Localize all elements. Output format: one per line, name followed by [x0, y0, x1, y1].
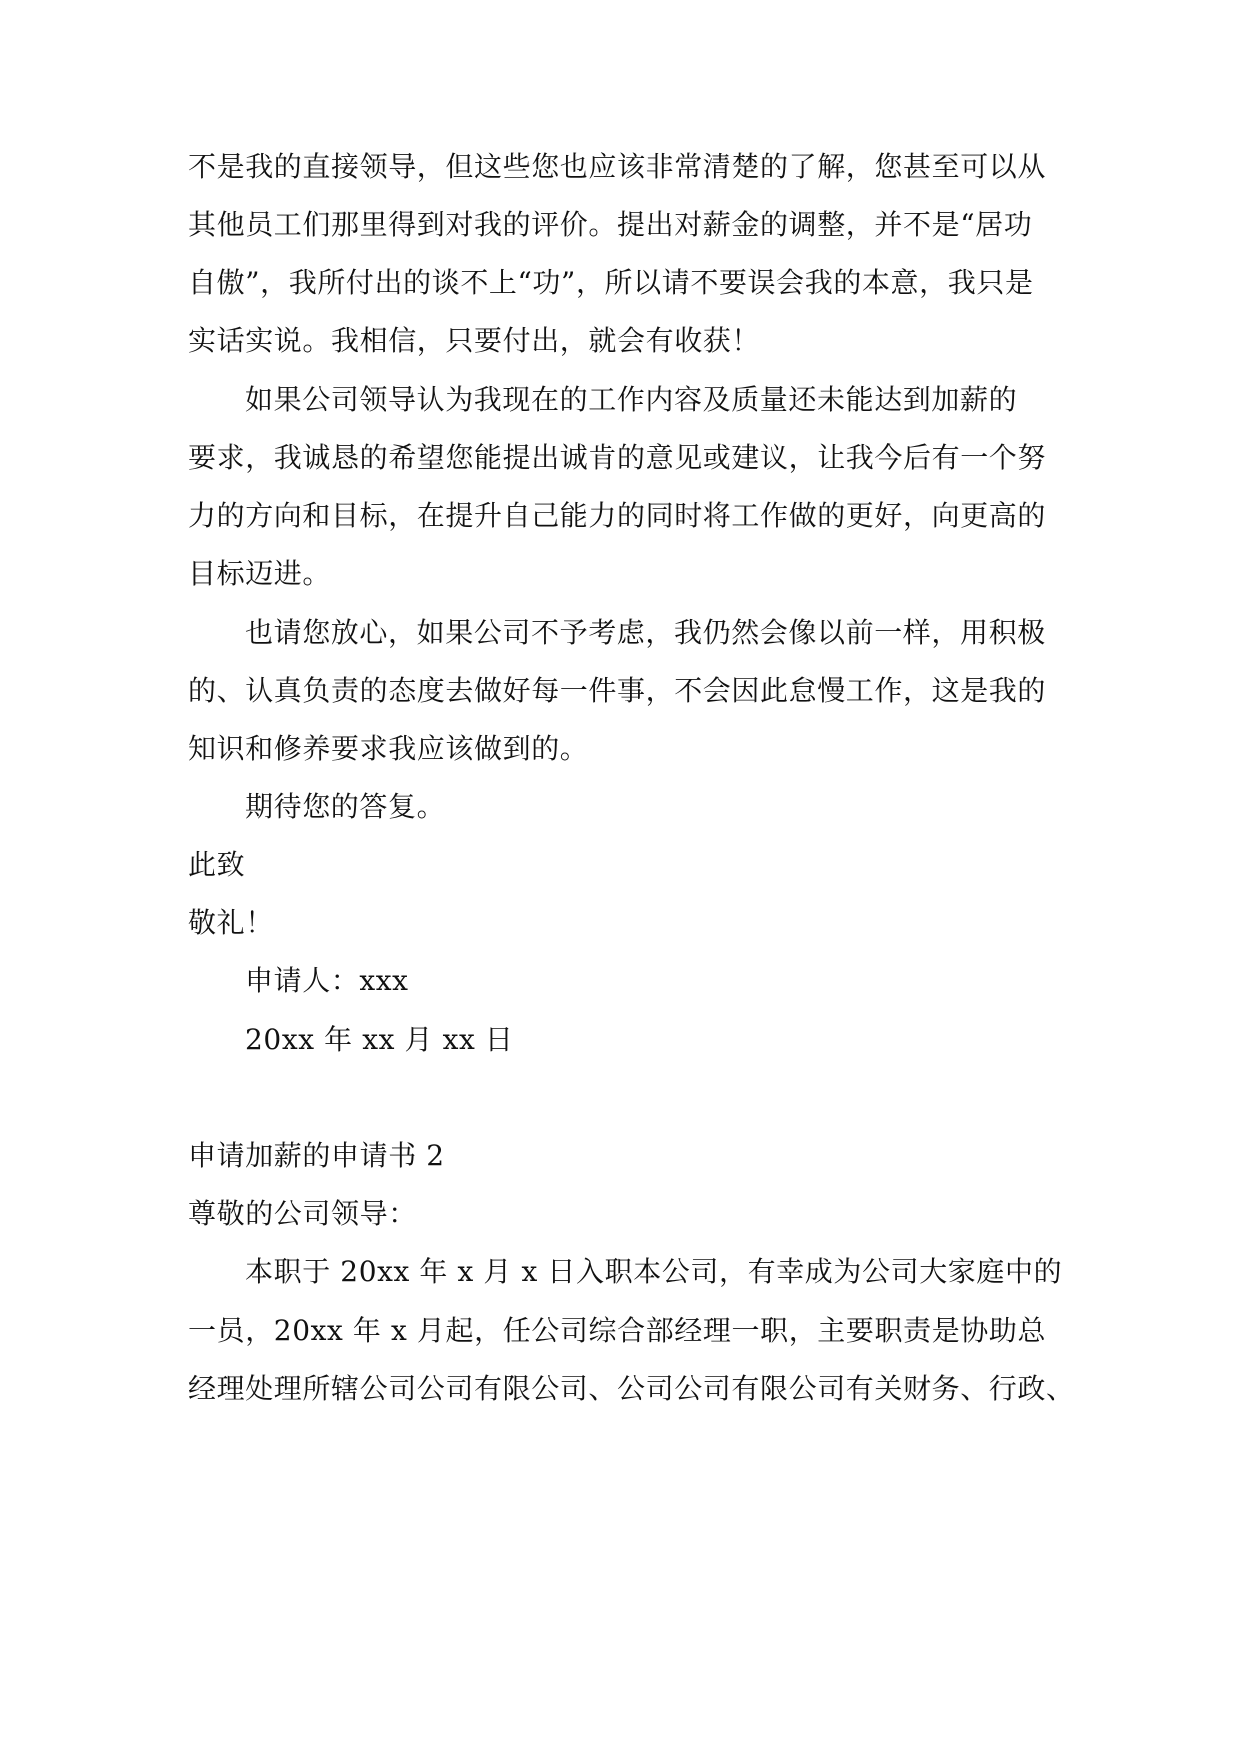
- salutation-line: 敬礼！: [188, 906, 274, 939]
- body-text-line: 其他员工们那里得到对我的评价。提出对薪金的调整，并不是“居功: [188, 208, 1033, 241]
- body-text-line: 要求，我诚恳的希望您能提出诚肯的意见或建议，让我今后有一个努: [188, 441, 1047, 474]
- body-text-line: 目标迈进。: [188, 557, 332, 590]
- body-text-line: 不是我的直接领导，但这些您也应该非常清楚的了解，您甚至可以从: [188, 150, 1047, 183]
- body-text-line: 实话实说。我相信，只要付出，就会有收获！: [188, 324, 761, 357]
- greeting-line: 尊敬的公司领导：: [188, 1197, 417, 1230]
- body-text-line: 力的方向和目标，在提升自己能力的同时将工作做的更好，向更高的: [188, 499, 1047, 532]
- section-title: 申请加薪的申请书 2: [188, 1139, 445, 1172]
- paragraph-start-line: 本职于 20xx 年 x 月 x 日入职本公司，有幸成为公司大家庭中的: [245, 1255, 1063, 1288]
- paragraph-start-line: 也请您放心，如果公司不予考虑，我仍然会像以前一样，用积极: [245, 616, 1046, 649]
- date-line: 20xx 年 xx 月 xx 日: [245, 1023, 514, 1056]
- body-text-line: 的、认真负责的态度去做好每一件事，不会因此怠慢工作，这是我的: [188, 674, 1047, 707]
- closing-line: 期待您的答复。: [245, 790, 446, 823]
- body-text-line: 知识和修养要求我应该做到的。: [188, 732, 589, 765]
- salutation-line: 此致: [188, 848, 246, 881]
- body-text-line: 经理处理所辖公司公司有限公司、公司公司有限公司有关财务、行政、: [188, 1372, 1075, 1405]
- body-text-line: 自傲”，我所付出的谈不上“功”，所以请不要误会我的本意，我只是: [188, 266, 1034, 299]
- body-text-line: 一员，20xx 年 x 月起，任公司综合部经理一职，主要职责是协助总: [188, 1314, 1047, 1347]
- paragraph-start-line: 如果公司领导认为我现在的工作内容及质量还未能达到加薪的: [245, 383, 1018, 416]
- applicant-line: 申请人：xxx: [245, 964, 409, 997]
